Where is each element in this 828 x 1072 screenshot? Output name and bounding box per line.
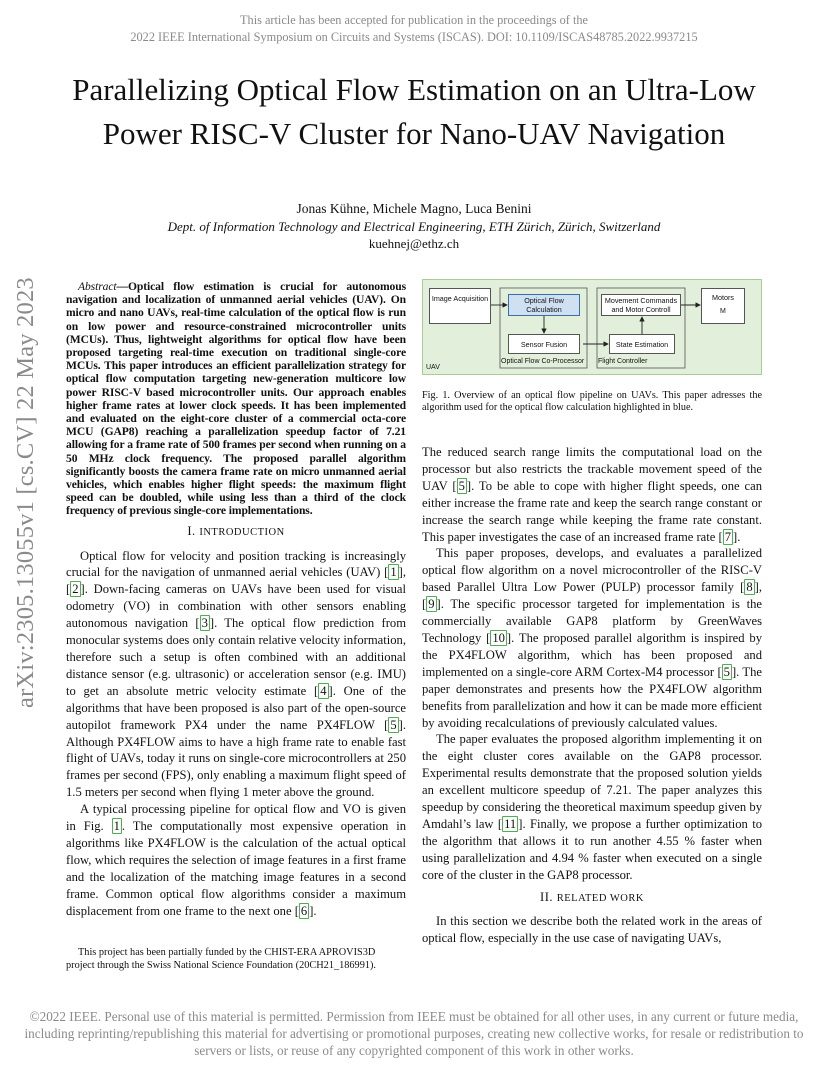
abstract-label: Abstract [78, 280, 117, 293]
citation-link[interactable]: 5 [390, 717, 397, 732]
citation-link[interactable]: 8 [746, 580, 753, 595]
intro-paragraph-2: A typical processing pipeline for optical flow and VO is given in Fig. 1 . The computationally most expensive operation in algorithms like PX4FLOW is the calculation of the actual optical flow, which requires the selection of image features in a first frame and the localization of the matching image features in a second frame. Common optical flow algorithms consider a maximum displacement from one frame to the next one [ 6 ]. [66, 802, 407, 918]
section-number: I. [187, 523, 196, 538]
motors-box: Motors [701, 288, 745, 324]
image-acquisition-box: Image Acquisition [429, 288, 491, 324]
uav-label: UAV [426, 364, 440, 371]
right-paragraph-3: The paper evaluates the proposed algorithm implementing it on the eight cluster cores available on the GAP8 processor. Experimental results demonstrate that the proposed solution yields an excellent multicore speedup of 7.21. The paper analyzes this speedup by considering the theoretical maximum speedup given by Amdahl’s law [ 11 ]. Finally, we propose a further optimization to the algorithm that allows it to run another 4.55 % faster when using parallelization and 4.94 % faster when executed on a single core of the cluster in the GAP8 processor. [422, 732, 762, 882]
copyright-notice: ©2022 IEEE. Personal use of this material is permitted. Permission from IEEE must be obtained for all other uses, in any current or future media, including reprinting/republishing this material for advertising or promotional purposes, creating new collective works, for resale or redistribution to servers or lists, or reuse of any copyrighted component of this work in other works. [24, 1009, 804, 1058]
section-title: RELATED WORK [556, 892, 644, 904]
funding-footnote: This project has been partially funded by the CHIST-ERA APROVIS3D project through the Swiss National Science Foundation (20CH21_186991). [66, 947, 377, 971]
state-estimation-box: State Estimation [609, 334, 675, 354]
publication-note-line2: 2022 IEEE International Symposium on Circuits and Systems (ISCAS). DOI: 10.1109/ISCAS48785.2022.9937215 [130, 30, 698, 44]
abstract-text: —Optical flow estimation is crucial for autonomous navigation and localization of unmanned aerial vehicles (UAV). On micro and nano UAVs, real-time calculation of the optical flow is run on low power and resource-constrained microcontroller units (MCUs). Thus, lightweight algorithms for optical flow have been proposed targeting real-time execution on traditional single-core MCUs. This paper introduces an efficient parallelization strategy for optical flow computation targeting new-generation multicore low power RISC-V based microcontroller units. Our approach enables higher frame rates at lower clock speeds. It has been implemented and evaluated on the eight-core cluster of a commercial octa-core MCU (GAP8) reaching a parallelization speedup factor of 7.21 allowing for a frame rate of 500 frames per second when running on a 50 MHz clock frequency. The proposed parallel algorithm significantly boosts the camera frame rate on micro unmanned aerial vehicles, which enables higher flight speeds: the maximum flight speed can be doubled, while using less than a third of the clock frequency of previous single-core implementations. [66, 280, 406, 518]
authors: Jonas Kühne, Michele Magno, Luca Benini [296, 201, 532, 216]
right-paragraph-2: This paper proposes, develops, and evaluates a parallelized optical flow algorithm on a novel microcontroller of the RISC-V based Parallel Ultra Low Power (PULP) processor family [ 8 ], [ 9 ]. The specific processor targeted for implementation is the commercially available GAP8 platform by GreenWaves Technology [ 10 ]. The proposed parallel algorithm is inspired by the PX4FLOW algorithm, which has been proposed and implemented on a single-core ARM Cortex-M4 processor [ 5 ]. The paper demonstrates and presents how the PX4FLOW algorithm benefits from parallelization and how it can be made more efficient by avoiding recalculations of previously calculated values. [422, 546, 763, 730]
right-paragraph-1: The reduced search range limits the computational load on the processor but also restricts the trackable movement speed of the UAV [ 5 ]. To be able to cope with higher flight speeds, one can either increase the frame rate and keep the search range constant or increase the search range while keeping the frame rate constant. This paper investigates the case of an increased frame rate [ 7 ]. [422, 445, 762, 544]
pipeline-figure [422, 279, 762, 375]
citation-link[interactable]: 3 [201, 616, 208, 631]
optical-flow-calculation-box: Optical Flow Calculation [508, 294, 580, 316]
intro-paragraph-1: Optical flow for velocity and position tracking is increasingly crucial for the navigation of unmanned aerial vehicles (UAV) [ 1 ], [ 2 ]. Down-facing cameras on UAVs have been used for visual odometry (VO) in combination with other sensors enabling autonomous navigation [ 3 ]. The optical flow prediction from monocular systems does only contain relative velocity information, therefore such a setup is often combined with an additional distance sensor (e.g. ultrasonic) or acceleration sensor (e.g. IMU) to get an absolute metric velocity estimate [ 4 ]. One of the algorithms that have been proposed is also part of the open-source autopilot framework PX4 under the name PX4FLOW [ 5 ]. Although PX4FLOW aims to have a high frame rate to enable fast flight of UAVs, today it runs on single-core microcontrollers at 250 frames per second (FPS), only enabling a maximum flight speed of 1.5 meters per second when flying 1 meter above the ground. [66, 548, 407, 800]
right-column [422, 444, 762, 947]
abstract [66, 280, 406, 518]
figure-caption: Fig. 1. Overview of an optical flow pipeline on UAVs. This paper adresses the algorithm used for the optical flow calculation highlighted in blue. [422, 390, 762, 414]
citation-link[interactable]: 7 [724, 529, 732, 544]
citation-link[interactable]: 5 [723, 664, 730, 679]
citation-link[interactable]: 2 [72, 582, 79, 597]
left-column [66, 280, 406, 920]
citation-link[interactable]: 5 [458, 478, 465, 493]
sensor-fusion-box: Sensor Fusion [508, 334, 580, 354]
citation-link[interactable]: 1 [390, 565, 397, 580]
citation-link[interactable]: 10 [492, 630, 505, 645]
citation-link[interactable]: 4 [320, 683, 327, 698]
flight-controller-label: Flight Controller [598, 358, 648, 365]
section-title: INTRODUCTION [199, 526, 285, 538]
figure-link[interactable]: 1 [113, 819, 120, 834]
section-heading-introduction [66, 523, 406, 542]
arxiv-identifier: arXiv:2305.13055v1 [cs.CV] 22 May 2023 [12, 277, 39, 708]
section-heading-related-work [422, 889, 762, 908]
paper-title: Parallelizing Optical Flow Estimation on an Ultra-Low Power RISC-V Cluster for Nano-UAV Navigation [72, 72, 756, 151]
citation-link[interactable]: 6 [300, 903, 308, 918]
affiliation: Dept. of Information Technology and Electrical Engineering, ETH Zürich, Zürich, Switzerland [167, 219, 661, 234]
motor-symbol: M [720, 308, 726, 315]
citation-link[interactable]: 11 [504, 816, 517, 831]
coprocessor-label: Optical Flow Co-Processor [501, 358, 585, 365]
right-paragraph-4: In this section we describe both the related work in the areas of optical flow, especially in the use case of navigating UAVs, [422, 914, 762, 946]
publication-note-line1: This article has been accepted for publication in the proceedings of the [240, 13, 588, 27]
section-number: II. [540, 889, 554, 904]
author-email: kuehnej@ethz.ch [368, 236, 460, 251]
citation-link[interactable]: 9 [428, 597, 435, 612]
movement-commands-box: Movement Commands and Motor Controll [601, 294, 681, 316]
